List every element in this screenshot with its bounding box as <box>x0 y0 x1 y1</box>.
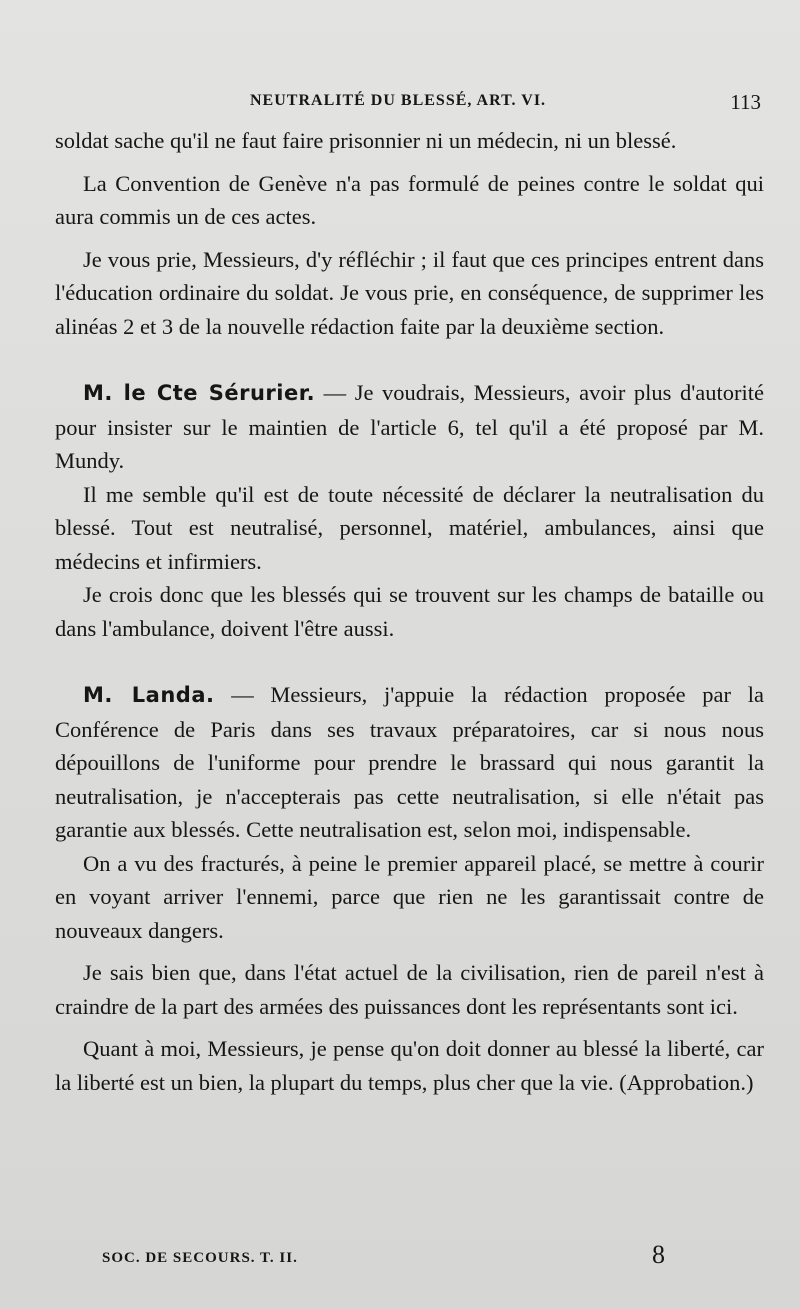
speech-landa <box>55 678 764 847</box>
paragraph-continuation: soldat sache qu'il ne faut faire prisonnier ni un médecin, ni un blessé. <box>55 128 677 153</box>
paragraph: Je sais bien que, dans l'état actuel de la civilisation, rien de pareil n'est à craindre de la part des armées des puissances dont les représentants sont ici. <box>55 960 764 1019</box>
speech-text: — Je voudrais, Messieurs, avoir plus d'autorité pour insister sur le maintien de l'article 6, tel qu'il a été proposé par M. Mundy. <box>55 380 764 473</box>
speech-serurier <box>55 376 764 478</box>
gathering-signature-mark: 8 <box>652 1240 665 1269</box>
paragraph: Je vous prie, Messieurs, d'y réfléchir ; il faut que ces principes entrent dans l'éducation ordinaire du soldat. Je vous prie, en conséquence, de supprimer les alinéas 2 et 3 de la nouvelle rédaction faite par la deuxième section. <box>55 246 764 339</box>
footer-signature-line: SOC. DE SECOURS. T. II. <box>102 1250 298 1266</box>
paragraph: On a vu des fracturés, à peine le premier appareil placé, se mettre à courir en voyant arriver l'ennemi, parce que rien ne les garantissait contre de nouveaux dangers. <box>55 850 764 943</box>
paragraph: Je crois donc que les blessés qui se trouvent sur les champs de bataille ou dans l'ambulance, doivent l'être aussi. <box>55 582 764 641</box>
running-head <box>60 92 765 122</box>
paragraph: La Convention de Genève n'a pas formulé de peines contre le soldat qui aura commis un de ces actes. <box>55 170 764 229</box>
page-footer <box>60 1240 765 1280</box>
speaker-name: M. Landa. <box>83 683 215 707</box>
paragraph: Quant à moi, Messieurs, je pense qu'on doit donner au blessé la liberté, car la liberté est un bien, la plupart du temps, plus cher que la vie. (Approbation.) <box>55 1036 764 1095</box>
paragraph: Il me semble qu'il est de toute nécessité de déclarer la neutralisation du blessé. Tout est neutralisé, personnel, matériel, ambulances, ainsi que médecins et infirmiers. <box>55 481 764 574</box>
running-head-title: NEUTRALITÉ DU BLESSÉ, ART. VI. <box>250 92 547 109</box>
body-text <box>55 124 764 1099</box>
page-number: 113 <box>730 90 761 114</box>
speaker-name: M. le Cte Sérurier. <box>83 381 316 405</box>
speech-text: — Messieurs, j'appuie la rédaction proposée par la Conférence de Paris dans ses travaux préparatoires, car si nous nous dépouillons de l'uniforme pour prendre le brassard qui nous garantit la neutralisation, je n'accepterais pas cette neutralisation, si elle n'était pas garantie aux blessés. Cette neutralisation est, selon moi, indispensable. <box>55 682 764 842</box>
